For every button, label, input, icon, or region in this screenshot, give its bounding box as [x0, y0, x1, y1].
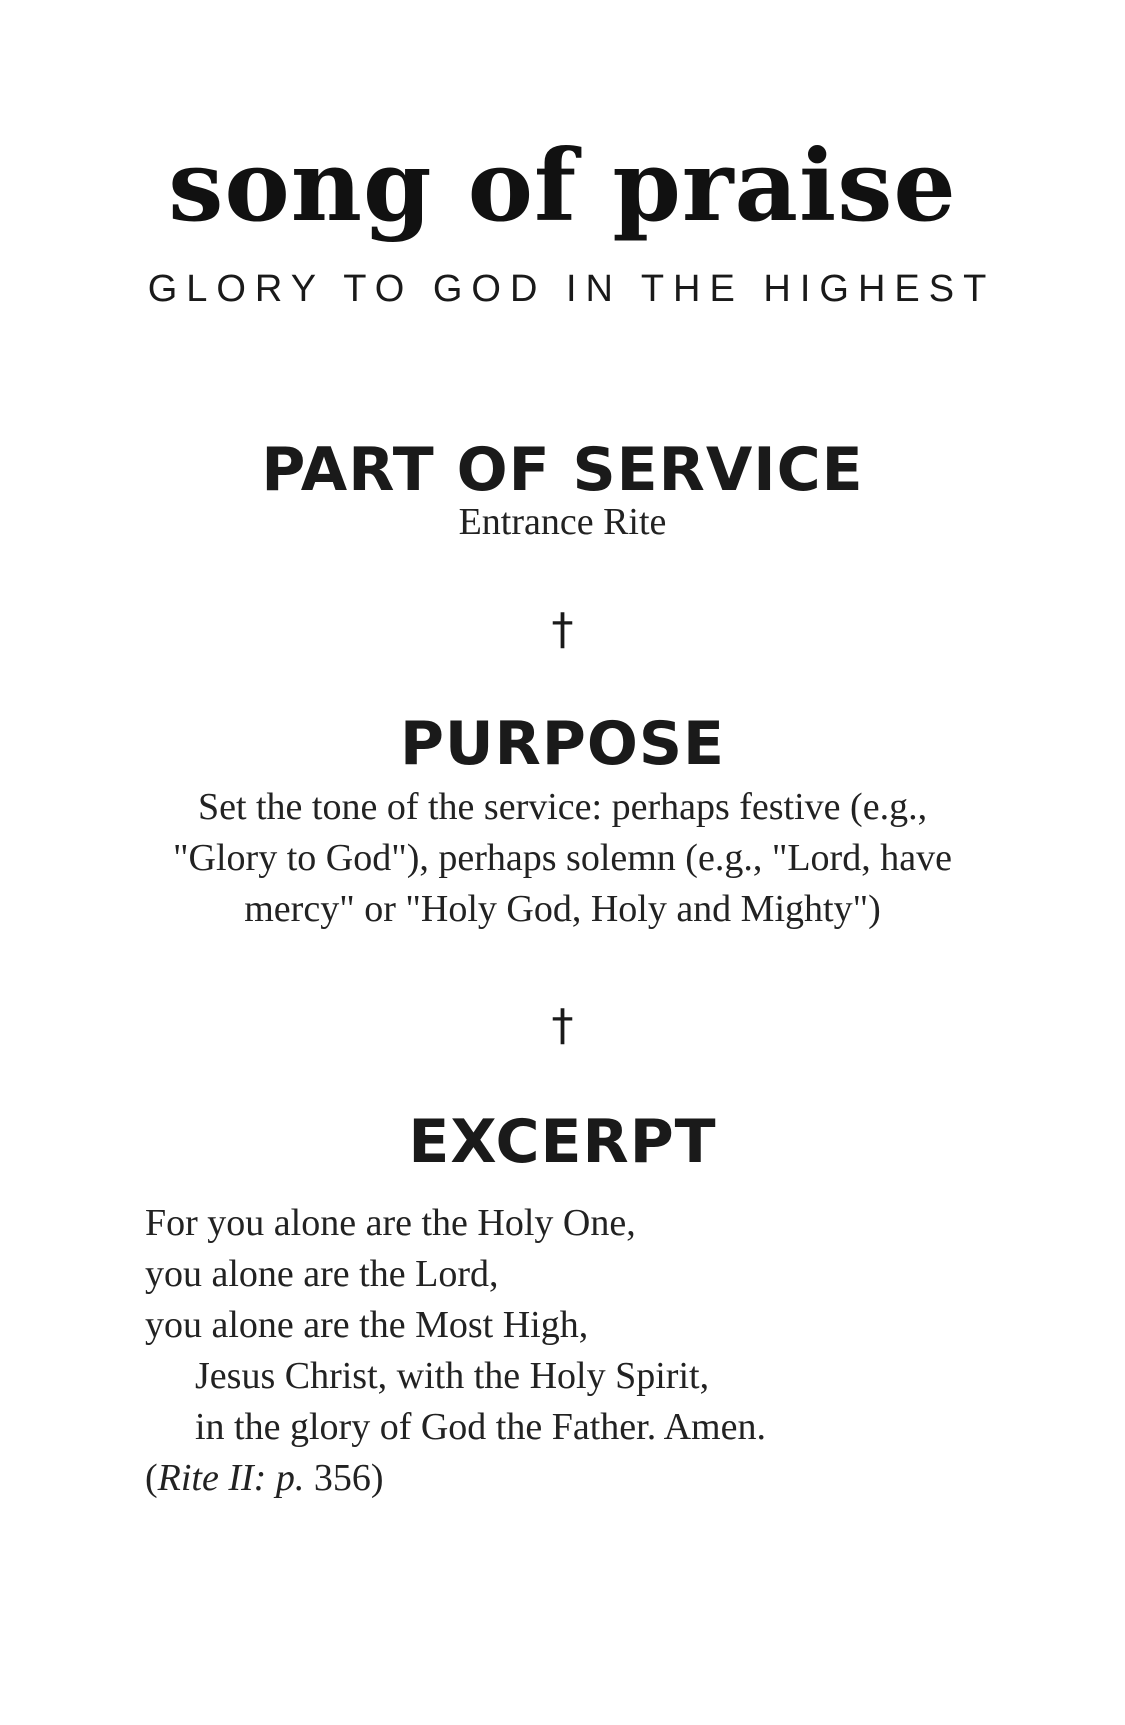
excerpt-heading: EXCERPT: [408, 1107, 717, 1177]
purpose-line: Set the tone of the service: perhaps festive (e.g.,: [197, 786, 928, 828]
excerpt-line: you alone are the Lord,: [145, 1253, 499, 1295]
citation-source: Rite II: p.: [157, 1457, 305, 1499]
excerpt-line: you alone are the Most High,: [145, 1304, 589, 1346]
part-of-service-heading: PART OF SERVICE: [261, 435, 864, 505]
citation-open: (: [145, 1457, 158, 1499]
citation: [145, 1453, 1025, 1504]
cross-divider-icon: †: [551, 1000, 574, 1051]
page-title: song of praise: [168, 129, 957, 244]
excerpt-line: Jesus Christ, with the Holy Spirit,: [195, 1355, 710, 1397]
excerpt-text: [145, 1198, 1025, 1504]
citation-page: 356: [313, 1457, 371, 1499]
excerpt-line: in the glory of God the Father. Amen.: [195, 1406, 766, 1448]
purpose-heading: PURPOSE: [399, 709, 726, 779]
cross-divider-icon: †: [551, 604, 574, 655]
citation-close: ): [370, 1457, 384, 1499]
purpose-text: [0, 782, 1125, 935]
part-of-service-text: Entrance Rite: [458, 501, 667, 543]
excerpt-line: For you alone are the Holy One,: [145, 1202, 636, 1244]
page-subtitle: GLORY TO GOD IN THE HIGHEST: [147, 268, 996, 310]
purpose-line: "Glory to God"), perhaps solemn (e.g., "Lord, have: [173, 837, 952, 879]
purpose-line: mercy" or "Holy God, Holy and Mighty"): [244, 888, 881, 930]
